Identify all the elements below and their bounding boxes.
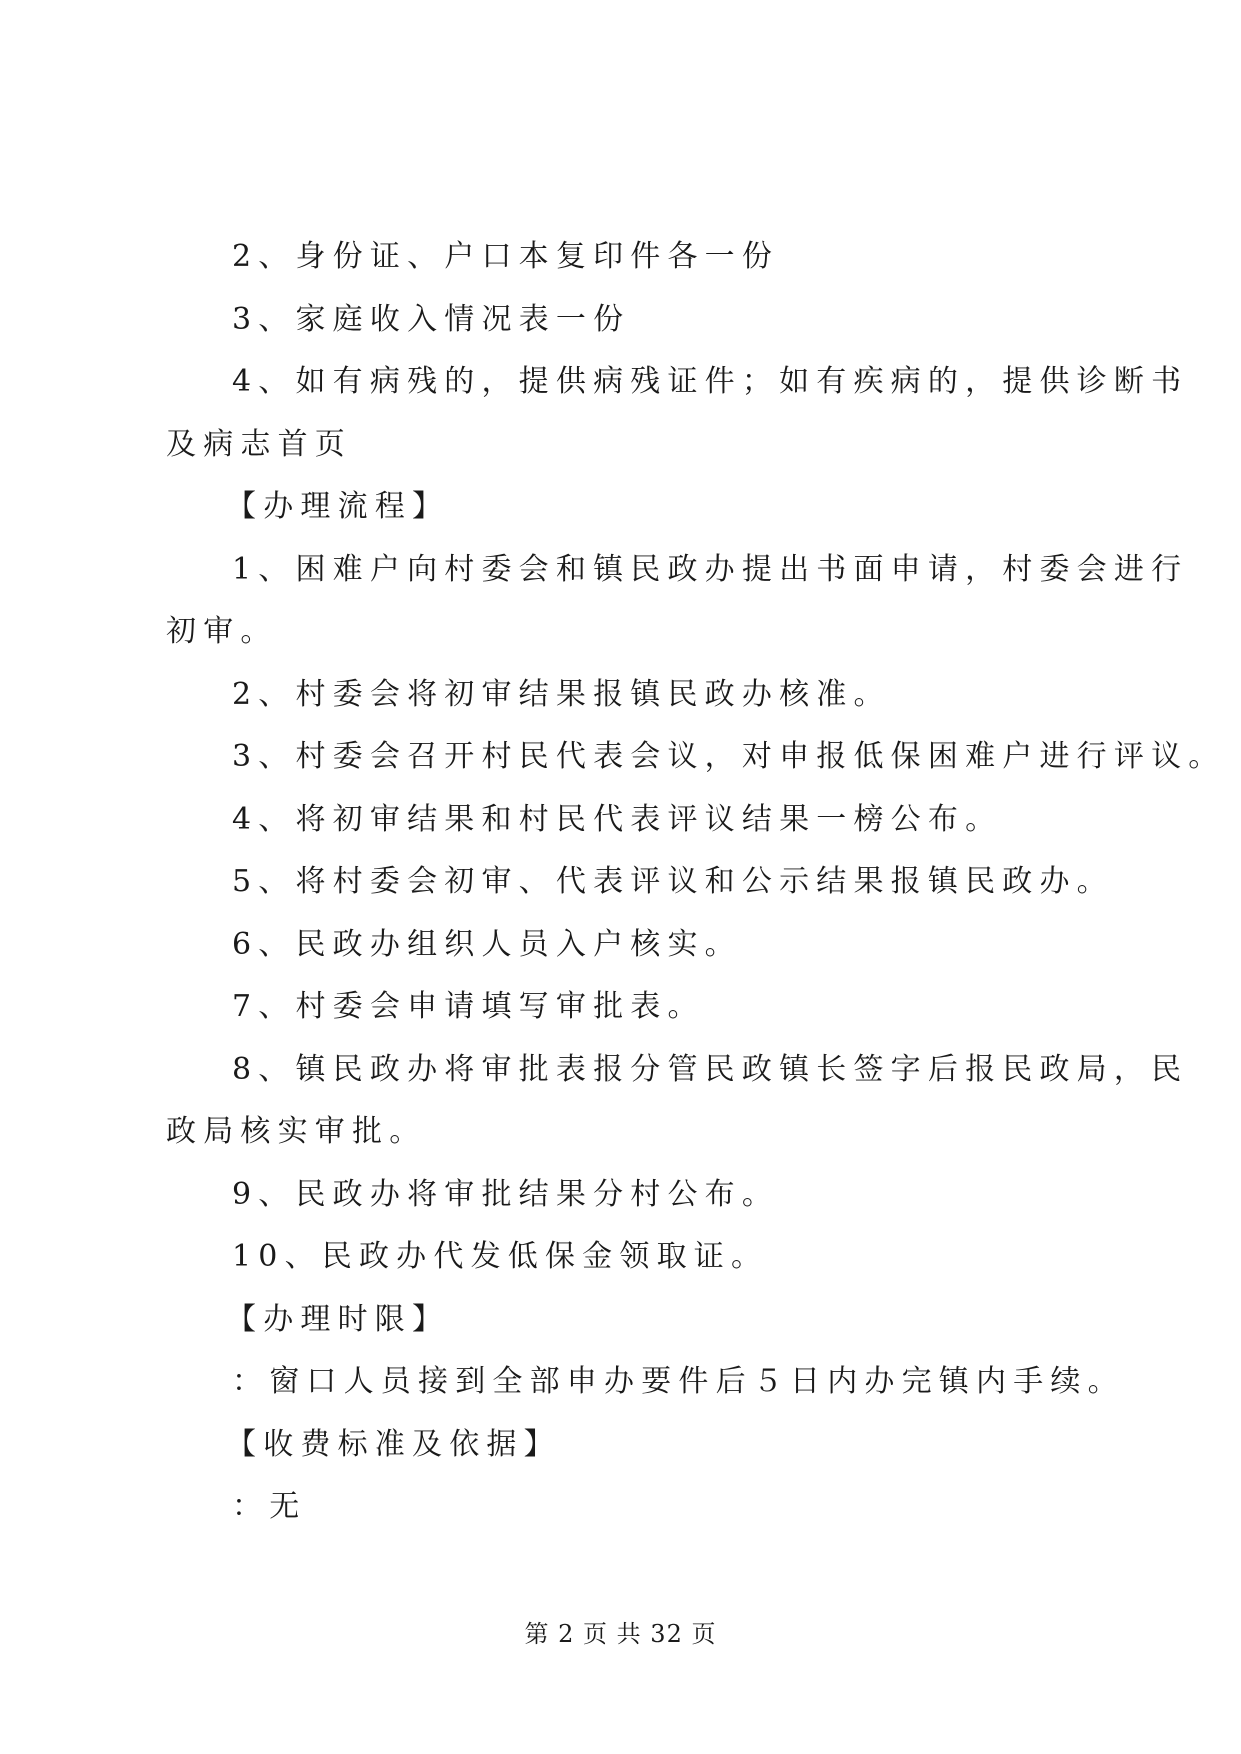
text-line: 3、家庭收入情况表一份	[232, 301, 631, 337]
section-heading-fees: 【收费标准及依据】	[226, 1426, 561, 1462]
text-line: 1、困难户向村委会和镇民政办提出书面申请，村委会进行	[232, 551, 1189, 587]
text-line: 8、镇民政办将审批表报分管民政镇长签字后报民政局，民	[232, 1051, 1189, 1087]
text-line: 10、民政办代发低保金领取证。	[232, 1239, 769, 1274]
text-line: ：窗口人员接到全部申办要件后５日内办完镇内手续。	[232, 1364, 1125, 1399]
text-line: ：无	[232, 1489, 307, 1524]
page-footer: 第 2 页 共 32 页	[524, 1620, 717, 1648]
section-heading-process: 【办理流程】	[226, 489, 450, 524]
text-line: 7、村委会申请填写审批表。	[232, 989, 705, 1024]
section-heading-time-limit: 【办理时限】	[226, 1301, 450, 1337]
text-line: 9、民政办将审批结果分村公布。	[232, 1176, 780, 1212]
text-line-continuation: 及病志首页	[166, 426, 352, 462]
text-line: 6、民政办组织人员入户核实。	[232, 926, 742, 962]
text-line: 5、将村委会初审、代表评议和公示结果报镇民政办。	[232, 864, 1114, 899]
document-body	[166, 226, 1226, 1539]
text-line-continuation: 政局核实审批。	[166, 1114, 427, 1149]
text-line: 4、将初审结果和村民代表评议结果一榜公布。	[232, 801, 1003, 837]
text-line: 2、村委会将初审结果报镇民政办核准。	[232, 676, 891, 712]
text-line: 3、村委会召开村民代表会议，对申报低保困难户进行评议。	[232, 739, 1226, 774]
text-line-continuation: 初审。	[166, 614, 278, 649]
text-line: 2、身份证、户口本复印件各一份	[232, 239, 780, 274]
text-line: 4、如有病残的，提供病残证件；如有疾病的，提供诊断书	[232, 364, 1189, 399]
